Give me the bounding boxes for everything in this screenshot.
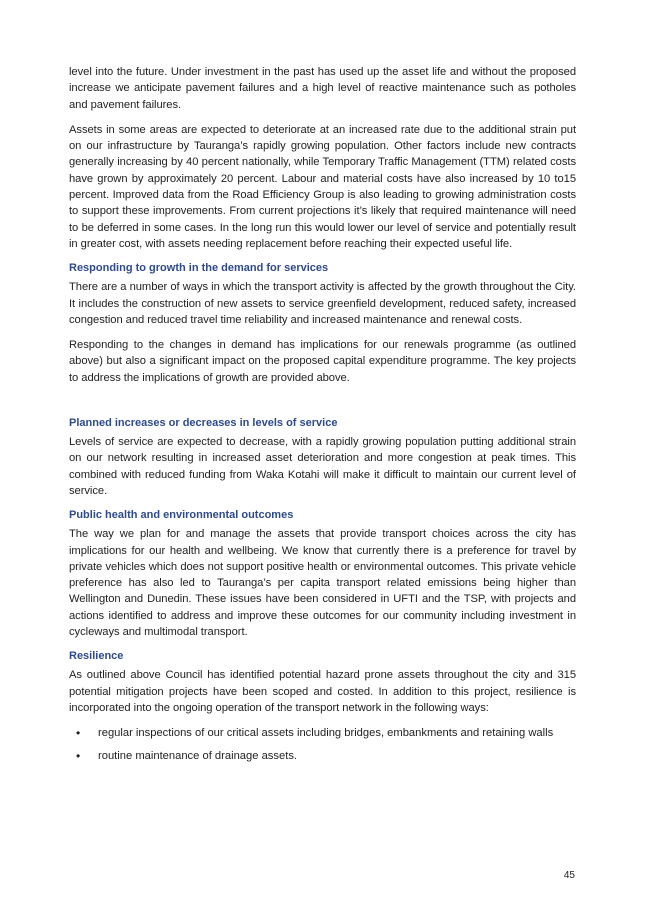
page-number: 45 xyxy=(563,870,575,881)
list-item xyxy=(69,725,576,741)
paragraph-resilience: As outlined above Council has identified potential hazard prone assets throughout the city and 315 potential mitigation projects have been scoped and costed. In addition to this project, resilience is incorporated into the ongoing operation of the transport network in the following ways: xyxy=(69,669,576,714)
bullet-icon: • xyxy=(76,726,81,741)
paragraph-public-health: The way we plan for and manage the assets that provide transport choices across the city has implications for our health and wellbeing. We know that currently there is a preference for travel by private vehicles which does not support positive health or environmental outcomes. This private vehicle preference has also led to Tauranga’s per capita transport related emissions being higher than Wellington and Dunedin. These issues have been considered in UFTI and the TSP, with projects and actions identified to address and improve these outcomes for our community including investment in cycleways and multimodal transport. xyxy=(69,528,576,639)
heading-growth-demand: Responding to growth in the demand for services xyxy=(69,262,329,275)
paragraph-asset-deterioration: Assets in some areas are expected to deteriorate at an increased rate due to the additional strain put on our infrastructure by Tauranga’s rapidly growing population. Other factors include new contracts generally increasing by 40 percent nationally, while Temporary Traffic Management (TTM) related costs have grown by approximately 20 percent. Labour and material costs have also increased by 10 to15 percent. Improved data from the Road Efficiency Group is also leading to growing administration costs to support these improvements. From current projections it’s likely that required maintenance will need to be deferred in some cases. In the long run this would lower our level of service and potentially result in greater cost, with assets needing replacement before reaching their expected useful life. xyxy=(69,123,576,250)
document-page xyxy=(69,64,576,770)
paragraph-growth-effects: There are a number of ways in which the transport activity is affected by the growth throughout the City. It includes the construction of new assets to service greenfield development, reduced safety, increased congestion and reduced travel time reliability and increased maintenance and renewal costs. xyxy=(69,281,576,326)
list-item xyxy=(69,748,576,764)
heading-resilience: Resilience xyxy=(69,650,124,663)
resilience-bullet-list xyxy=(69,725,576,764)
bullet-icon: • xyxy=(76,748,81,763)
paragraph-deferred-maintenance-intro: level into the future. Under investment in the past has used up the asset life and without the proposed increase we anticipate pavement failures and a high level of reactive maintenance such as potholes and pavement failures. xyxy=(69,66,576,111)
heading-public-health: Public health and environmental outcomes xyxy=(69,509,294,522)
paragraph-levels-of-service: Levels of service are expected to decrease, with a rapidly growing population putting additional strain on our network resulting in increased asset deterioration and more congestion at peak times. This combined with reduced funding from Waka Kotahi will make it difficult to maintain our current level of service. xyxy=(69,436,576,497)
heading-levels-of-service: Planned increases or decreases in levels of service xyxy=(69,417,338,430)
list-item-text: routine maintenance of drainage assets. xyxy=(98,749,298,762)
list-item-text: regular inspections of our critical assets including bridges, embankments and retaining walls xyxy=(98,727,554,740)
paragraph-growth-response: Responding to the changes in demand has implications for our renewals programme (as outlined above) but also a significant impact on the proposed capital expenditure programme. The key projects to address the implications of growth are provided above. xyxy=(69,339,576,384)
